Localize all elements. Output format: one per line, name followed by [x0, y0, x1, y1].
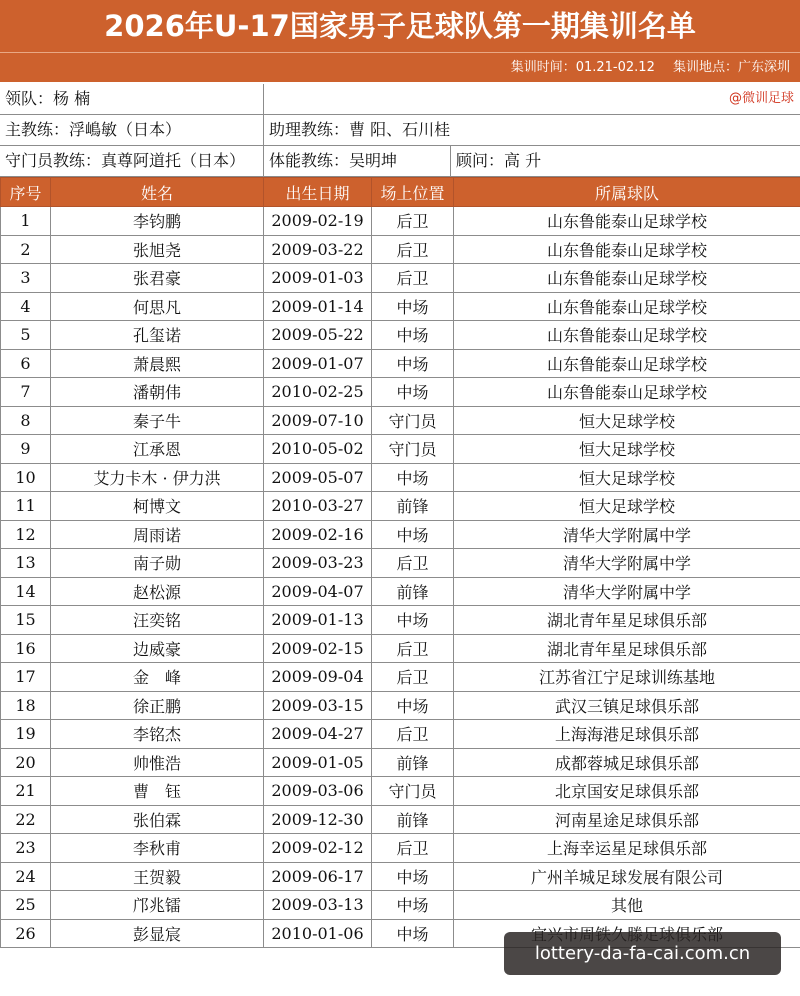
- player-position: 中场: [372, 292, 454, 321]
- player-birthdate: 2009-07-10: [264, 406, 372, 435]
- player-club: 清华大学附属中学: [454, 577, 800, 606]
- player-number: 3: [1, 264, 51, 293]
- player-name: 柯博文: [51, 492, 264, 521]
- player-birthdate: 2009-05-22: [264, 321, 372, 350]
- header-number: 序号: [1, 178, 51, 207]
- player-club: 武汉三镇足球俱乐部: [454, 691, 800, 720]
- player-name: 何思凡: [51, 292, 264, 321]
- player-position: 前锋: [372, 748, 454, 777]
- player-club: 山东鲁能泰山足球学校: [454, 264, 800, 293]
- player-position: 中场: [372, 378, 454, 407]
- player-number: 7: [1, 378, 51, 407]
- player-position: 后卫: [372, 834, 454, 863]
- player-position: 中场: [372, 321, 454, 350]
- player-club: 山东鲁能泰山足球学校: [454, 321, 800, 350]
- player-number: 20: [1, 748, 51, 777]
- table-row: [1, 891, 800, 920]
- player-number: 26: [1, 919, 51, 948]
- player-club: 河南星途足球俱乐部: [454, 805, 800, 834]
- player-number: 24: [1, 862, 51, 891]
- fitness-coach: 体能教练：吴明坤: [269, 151, 398, 170]
- player-position: 中场: [372, 891, 454, 920]
- player-club: 成都蓉城足球俱乐部: [454, 748, 800, 777]
- player-club: 其他: [454, 891, 800, 920]
- player-club: 恒大足球学校: [454, 435, 800, 464]
- table-row: [1, 862, 800, 891]
- header-birthdate: 出生日期: [264, 178, 372, 207]
- staff-row-leader: [0, 84, 800, 115]
- player-number: 19: [1, 720, 51, 749]
- table-row: [1, 463, 800, 492]
- staff-section: [0, 84, 800, 177]
- header-divider: [0, 52, 800, 53]
- table-row: [1, 805, 800, 834]
- player-birthdate: 2009-01-05: [264, 748, 372, 777]
- player-club: 山东鲁能泰山足球学校: [454, 349, 800, 378]
- player-name: 邝兆镭: [51, 891, 264, 920]
- player-position: 中场: [372, 520, 454, 549]
- assistant-coach: 助理教练：曹 阳、石川桂: [269, 120, 451, 139]
- table-row: [1, 577, 800, 606]
- staff-row-support: [0, 146, 800, 177]
- player-club: 恒大足球学校: [454, 492, 800, 521]
- player-position: 中场: [372, 606, 454, 635]
- staff-row-coaches: [0, 115, 800, 146]
- player-club: 湖北青年星足球俱乐部: [454, 606, 800, 635]
- roster-table: [0, 177, 800, 948]
- player-birthdate: 2009-12-30: [264, 805, 372, 834]
- player-number: 14: [1, 577, 51, 606]
- header-position: 场上位置: [372, 178, 454, 207]
- player-number: 17: [1, 663, 51, 692]
- player-club: 上海海港足球俱乐部: [454, 720, 800, 749]
- table-row: [1, 349, 800, 378]
- header-name: 姓名: [51, 178, 264, 207]
- team-leader: 领队：杨 楠: [5, 89, 91, 108]
- player-position: 前锋: [372, 805, 454, 834]
- player-number: 8: [1, 406, 51, 435]
- player-number: 13: [1, 549, 51, 578]
- player-number: 2: [1, 235, 51, 264]
- player-birthdate: 2010-02-25: [264, 378, 372, 407]
- player-club: 山东鲁能泰山足球学校: [454, 207, 800, 236]
- player-number: 18: [1, 691, 51, 720]
- player-name: 萧晨熙: [51, 349, 264, 378]
- watermark: lottery-da-fa-cai.com.cn: [504, 932, 781, 975]
- player-position: 后卫: [372, 720, 454, 749]
- player-birthdate: 2009-02-16: [264, 520, 372, 549]
- training-period: 集训时间：01.21-02.12: [510, 60, 655, 75]
- player-name: 李钧鹏: [51, 207, 264, 236]
- player-birthdate: 2009-04-07: [264, 577, 372, 606]
- player-name: 彭显宸: [51, 919, 264, 948]
- player-number: 9: [1, 435, 51, 464]
- player-name: 周雨诺: [51, 520, 264, 549]
- player-name: 张伯霖: [51, 805, 264, 834]
- player-birthdate: 2009-04-27: [264, 720, 372, 749]
- player-position: 后卫: [372, 235, 454, 264]
- player-number: 16: [1, 634, 51, 663]
- table-header-row: [1, 178, 800, 207]
- player-position: 中场: [372, 463, 454, 492]
- player-birthdate: 2010-03-27: [264, 492, 372, 521]
- player-position: 前锋: [372, 577, 454, 606]
- table-row: [1, 691, 800, 720]
- header-club: 所属球队: [454, 178, 800, 207]
- player-number: 4: [1, 292, 51, 321]
- player-number: 22: [1, 805, 51, 834]
- table-row: [1, 834, 800, 863]
- player-birthdate: 2010-05-02: [264, 435, 372, 464]
- player-name: 江承恩: [51, 435, 264, 464]
- player-name: 潘朝伟: [51, 378, 264, 407]
- player-position: 守门员: [372, 777, 454, 806]
- player-name: 帅惟浩: [51, 748, 264, 777]
- player-birthdate: 2009-01-14: [264, 292, 372, 321]
- player-club: 山东鲁能泰山足球学校: [454, 235, 800, 264]
- source-tag: @微训足球: [728, 91, 794, 106]
- player-name: 曹 钰: [51, 777, 264, 806]
- player-club: 清华大学附属中学: [454, 520, 800, 549]
- player-name: 汪奕铭: [51, 606, 264, 635]
- player-position: 后卫: [372, 634, 454, 663]
- training-location: 集训地点：广东深圳: [672, 60, 790, 75]
- player-number: 25: [1, 891, 51, 920]
- player-birthdate: 2009-01-03: [264, 264, 372, 293]
- table-row: [1, 207, 800, 236]
- training-info: [497, 58, 790, 78]
- player-club: 清华大学附属中学: [454, 549, 800, 578]
- player-position: 后卫: [372, 663, 454, 692]
- player-birthdate: 2009-06-17: [264, 862, 372, 891]
- player-position: 后卫: [372, 264, 454, 293]
- player-position: 前锋: [372, 492, 454, 521]
- player-birthdate: 2009-03-15: [264, 691, 372, 720]
- table-row: [1, 606, 800, 635]
- player-birthdate: 2009-09-04: [264, 663, 372, 692]
- player-position: 中场: [372, 691, 454, 720]
- player-position: 中场: [372, 919, 454, 948]
- player-birthdate: 2010-01-06: [264, 919, 372, 948]
- player-club: 山东鲁能泰山足球学校: [454, 378, 800, 407]
- roster-body: [1, 207, 800, 948]
- player-birthdate: 2009-02-12: [264, 834, 372, 863]
- table-row: [1, 634, 800, 663]
- player-number: 12: [1, 520, 51, 549]
- player-club: 恒大足球学校: [454, 406, 800, 435]
- player-number: 6: [1, 349, 51, 378]
- player-birthdate: 2009-02-19: [264, 207, 372, 236]
- cell-divider: [263, 84, 264, 114]
- table-row: [1, 435, 800, 464]
- player-club: 湖北青年星足球俱乐部: [454, 634, 800, 663]
- table-row: [1, 520, 800, 549]
- player-name: 孔玺诺: [51, 321, 264, 350]
- table-row: [1, 663, 800, 692]
- table-row: [1, 748, 800, 777]
- player-name: 张旭尧: [51, 235, 264, 264]
- table-row: [1, 292, 800, 321]
- player-name: 王贺毅: [51, 862, 264, 891]
- player-name: 张君豪: [51, 264, 264, 293]
- player-number: 1: [1, 207, 51, 236]
- table-row: [1, 492, 800, 521]
- table-row: [1, 777, 800, 806]
- player-birthdate: 2009-03-13: [264, 891, 372, 920]
- table-row: [1, 235, 800, 264]
- player-club: 上海幸运星足球俱乐部: [454, 834, 800, 863]
- player-club: 山东鲁能泰山足球学校: [454, 292, 800, 321]
- table-row: [1, 549, 800, 578]
- player-position: 守门员: [372, 435, 454, 464]
- player-number: 10: [1, 463, 51, 492]
- player-number: 15: [1, 606, 51, 635]
- player-number: 11: [1, 492, 51, 521]
- table-row: [1, 720, 800, 749]
- player-club: 广州羊城足球发展有限公司: [454, 862, 800, 891]
- goalkeeper-coach: 守门员教练：真尊阿道托（日本）: [5, 151, 246, 170]
- table-row: [1, 321, 800, 350]
- player-number: 5: [1, 321, 51, 350]
- player-birthdate: 2009-01-07: [264, 349, 372, 378]
- table-row: [1, 264, 800, 293]
- player-birthdate: 2009-03-06: [264, 777, 372, 806]
- table-row: [1, 406, 800, 435]
- player-name: 赵松源: [51, 577, 264, 606]
- player-name: 南子勋: [51, 549, 264, 578]
- head-coach: 主教练：浮嶋敏（日本）: [5, 120, 182, 139]
- player-name: 李铭杰: [51, 720, 264, 749]
- player-club: 北京国安足球俱乐部: [454, 777, 800, 806]
- player-birthdate: 2009-05-07: [264, 463, 372, 492]
- advisor: 顾问：高 升: [456, 151, 542, 170]
- page-title: 2026年U-17国家男子足球队第一期集训名单: [104, 9, 696, 43]
- table-row: [1, 378, 800, 407]
- player-club: 恒大足球学校: [454, 463, 800, 492]
- player-number: 21: [1, 777, 51, 806]
- player-position: 守门员: [372, 406, 454, 435]
- player-name: 艾力卡木 · 伊力洪: [51, 463, 264, 492]
- player-birthdate: 2009-01-13: [264, 606, 372, 635]
- player-name: 秦子牛: [51, 406, 264, 435]
- player-name: 李秋甫: [51, 834, 264, 863]
- player-birthdate: 2009-03-22: [264, 235, 372, 264]
- player-birthdate: 2009-03-23: [264, 549, 372, 578]
- player-position: 中场: [372, 862, 454, 891]
- player-position: 中场: [372, 349, 454, 378]
- title-banner: [0, 0, 800, 82]
- player-name: 边威豪: [51, 634, 264, 663]
- player-position: 后卫: [372, 549, 454, 578]
- player-name: 金 峰: [51, 663, 264, 692]
- player-position: 后卫: [372, 207, 454, 236]
- player-name: 徐正鹏: [51, 691, 264, 720]
- player-birthdate: 2009-02-15: [264, 634, 372, 663]
- player-club: 江苏省江宁足球训练基地: [454, 663, 800, 692]
- player-number: 23: [1, 834, 51, 863]
